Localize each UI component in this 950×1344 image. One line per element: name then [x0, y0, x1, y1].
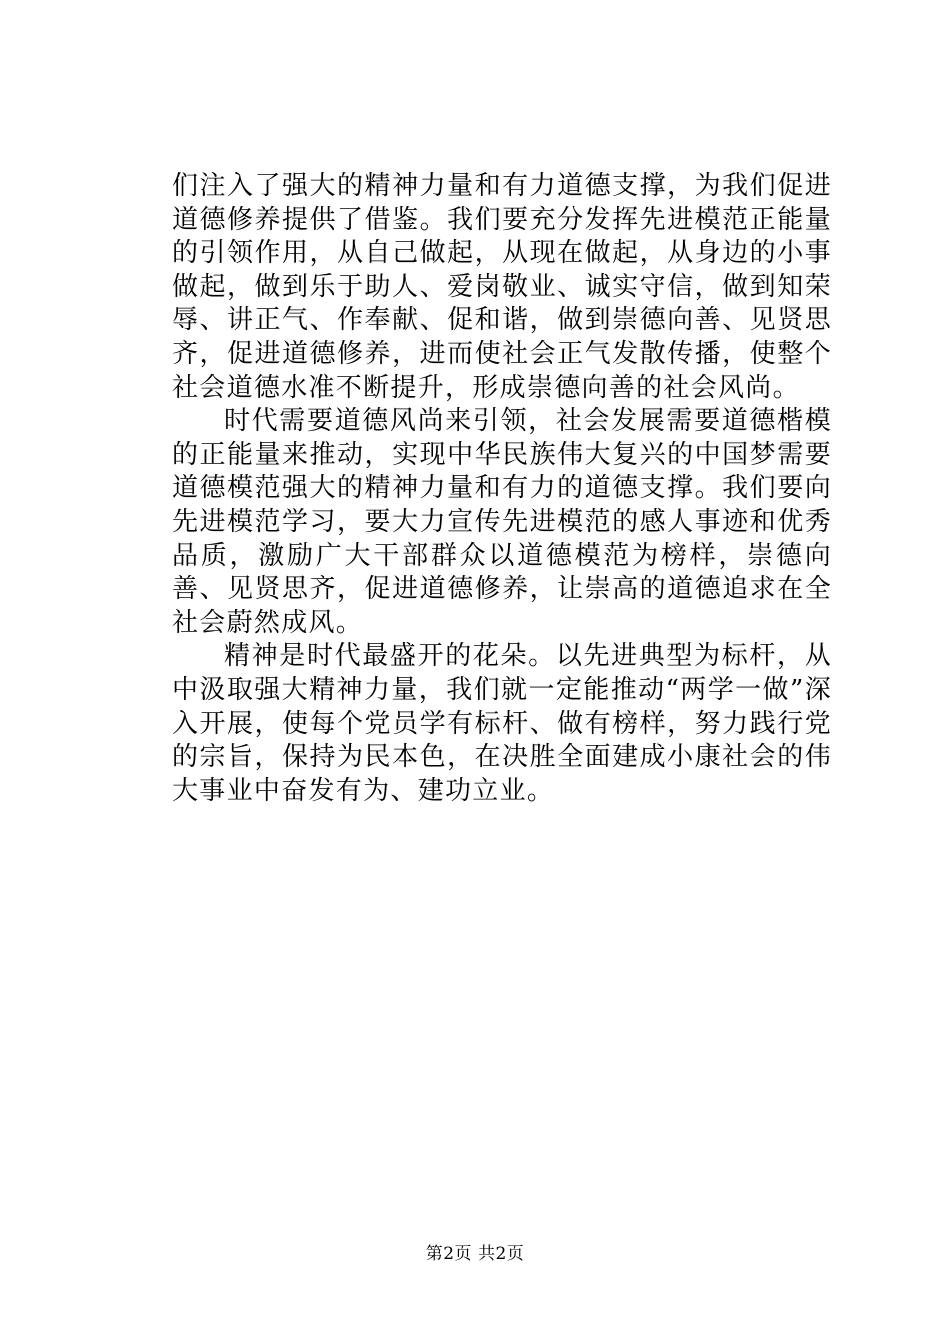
paragraph-continued: 们注入了强大的精神力量和有力道德支撑，为我们促进道德修养提供了借鉴。我们要充分发挥先进模范正能量的引领作用，从自己做起，从现在做起，从身边的小事做起，做到乐于助人、爱岗敬业、诚实守信，做到知荣辱、讲正气、作奉献、促和谐，做到崇德向善、见贤思齐，促进道德修养，进而使社会正气发散传播，使整个社会道德水准不断提升，形成崇德向善的社会风尚。: [172, 171, 832, 403]
document-body: [172, 170, 832, 808]
page-number-label: 第2页 共2页: [425, 1244, 525, 1264]
paragraph-spirit-flower: 精神是时代最盛开的花朵。以先进典型为标杆，从中汲取强大精神力量，我们就一定能推动“两学一做”深入开展，使每个党员学有标杆、做有榜样，努力践行党的宗旨，保持为民本色，在决胜全面建成小康社会的伟大事业中奋发有为、建功立业。: [172, 641, 832, 806]
paragraph-era-needs-morality: 时代需要道德风尚来引领，社会发展需要道德楷模的正能量来推动，实现中华民族伟大复兴的中国梦需要道德模范强大的精神力量和有力的道德支撑。我们要向先进模范学习，要大力宣传先进模范的感人事迹和优秀品质，激励广大干部群众以道德模范为榜样，崇德向善、见贤思齐，促进道德修养，让崇高的道德追求在全社会蔚然成风。: [172, 406, 832, 638]
page-footer: [0, 1243, 950, 1265]
